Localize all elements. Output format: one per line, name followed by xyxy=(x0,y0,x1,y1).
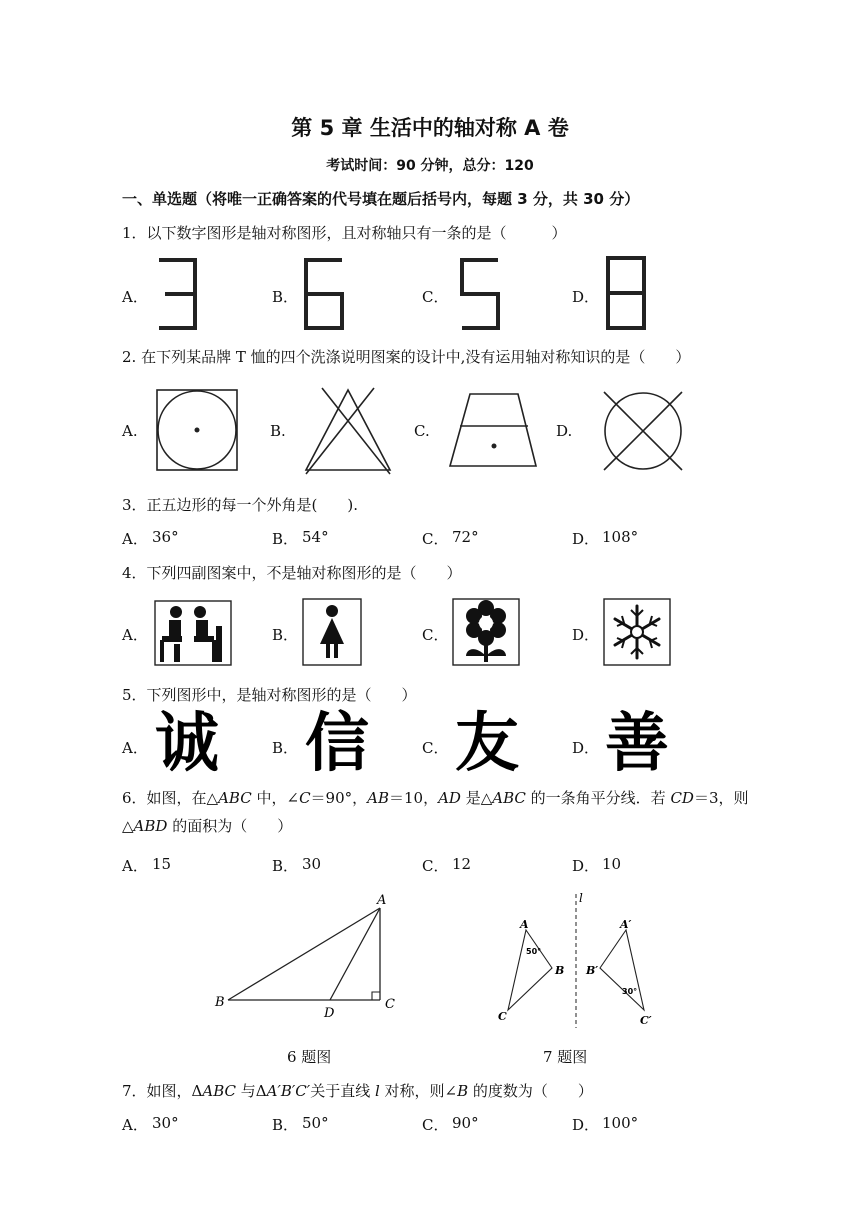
q6-option-b-value: 30 xyxy=(302,855,322,873)
question-3-stem: 3．正五边形的每一个外角是( ). xyxy=(122,496,359,514)
point-c-prime-label: C′ xyxy=(640,1014,652,1027)
question-4-stem: 4．下列四副图案中，不是轴对称图形的是（ ） xyxy=(122,564,462,582)
q6-option-d-value: 10 xyxy=(602,855,622,873)
q1-option-d-label: D． xyxy=(572,288,600,306)
q2-option-c-label: C. xyxy=(414,422,430,440)
iron-icon xyxy=(448,390,540,470)
q1-option-c-label: C． xyxy=(422,288,449,306)
exam-info: 考试时间：90 分钟，总分：120 xyxy=(326,158,534,174)
woman-figure-icon xyxy=(302,598,362,666)
question-1-stem: 1．以下数字图形是轴对称图形，且对称轴只有一条的是（ ） xyxy=(122,224,567,242)
digit-5-figure xyxy=(458,256,504,332)
point-a-prime-label: A′ xyxy=(620,918,632,931)
q3-option-d-label: D． xyxy=(572,530,600,548)
q7-option-a-value: 30° xyxy=(152,1114,179,1132)
q6-option-d-label: D． xyxy=(572,857,600,875)
page-title: 第 5 章 生活中的轴对称 A 卷 xyxy=(291,116,569,140)
point-d-label: D xyxy=(324,1006,335,1020)
point-c-label: C xyxy=(385,997,395,1012)
angle-30-label: 30° xyxy=(622,987,638,996)
q4-option-d-label: D． xyxy=(572,626,600,644)
q4-option-a-label: A． xyxy=(122,626,148,644)
point-c-label: C xyxy=(498,1010,507,1023)
q5-option-d-glyph: 善 xyxy=(605,707,669,781)
q6-option-b-label: B． xyxy=(272,857,299,875)
line-l-label: l xyxy=(579,891,583,905)
symmetric-triangles-figure-7 xyxy=(490,888,660,1028)
flower-icon xyxy=(452,598,520,666)
point-b-prime-label: B′ xyxy=(586,964,599,977)
q3-option-b-label: B． xyxy=(272,530,299,548)
point-b-label: B xyxy=(215,995,225,1010)
section-heading: 一、单选题（将唯一正确答案的代号填在题后括号内，每题 3 分，共 30 分） xyxy=(122,190,640,208)
question-2-stem: 2. 在下列某品牌 T 恤的四个洗涤说明图案的设计中,没有运用轴对称知识的是（ ） xyxy=(122,348,691,366)
q7-option-d-label: D． xyxy=(572,1116,600,1134)
q3-option-d-value: 108° xyxy=(602,528,639,546)
two-people-seated-icon xyxy=(154,600,232,666)
q5-option-b-glyph: 信 xyxy=(305,707,369,781)
snowflake-icon xyxy=(603,598,671,666)
point-a-label: A xyxy=(520,918,529,931)
question-7-stem: 7．如图，ΔABC 与ΔA′B′C′关于直线 l 对称，则∠B 的度数为（ ） xyxy=(122,1082,593,1100)
q3-option-a-value: 36° xyxy=(152,528,179,546)
q6-option-a-value: 15 xyxy=(152,855,172,873)
q3-option-b-value: 54° xyxy=(302,528,329,546)
digit-3-figure xyxy=(155,256,201,332)
q3-option-a-label: A． xyxy=(122,530,148,548)
digit-6-figure xyxy=(302,256,348,332)
q3-option-c-label: C． xyxy=(422,530,449,548)
point-a-label: A xyxy=(377,893,387,908)
circle-in-square-icon xyxy=(155,388,239,472)
triangle-abc-figure-6 xyxy=(210,890,410,1020)
q6-option-c-label: C． xyxy=(422,857,449,875)
q7-option-c-value: 90° xyxy=(452,1114,479,1132)
q5-option-d-label: D． xyxy=(572,739,600,757)
q6-option-c-value: 12 xyxy=(452,855,472,873)
q7-option-c-label: C． xyxy=(422,1116,449,1134)
figure-7-caption: 7 题图 xyxy=(543,1048,588,1066)
q7-option-d-value: 100° xyxy=(602,1114,639,1132)
q7-option-a-label: A． xyxy=(122,1116,148,1134)
crossed-circle-icon xyxy=(598,386,688,476)
q1-option-b-label: B． xyxy=(272,288,299,306)
question-6-stem: 6．如图，在△ABC 中，∠C＝90°，AB＝10，AD 是△ABC 的一条角平分线．若 CD＝3，则△ABD 的面积为（ ） xyxy=(122,789,749,835)
q5-option-a-label: A． xyxy=(122,739,148,757)
q5-option-a-glyph: 诚 xyxy=(155,707,219,781)
q7-option-b-value: 50° xyxy=(302,1114,329,1132)
q7-option-b-label: B． xyxy=(272,1116,299,1134)
figure-6-caption: 6 题图 xyxy=(287,1048,332,1066)
q2-option-b-label: B. xyxy=(270,422,286,440)
q3-option-c-value: 72° xyxy=(452,528,479,546)
question-5-stem: 5．下列图形中，是轴对称图形的是（ ） xyxy=(122,686,417,704)
q1-option-a-label: A． xyxy=(122,288,148,306)
q2-option-d-label: D. xyxy=(556,422,573,440)
q2-option-a-label: A. xyxy=(122,422,138,440)
q5-option-c-label: C． xyxy=(422,739,449,757)
angle-50-label: 50° xyxy=(526,947,542,956)
q5-option-b-label: B． xyxy=(272,739,299,757)
q6-option-a-label: A． xyxy=(122,857,148,875)
q4-option-b-label: B． xyxy=(272,626,299,644)
q4-option-c-label: C． xyxy=(422,626,449,644)
q5-option-c-glyph: 友 xyxy=(455,707,519,781)
point-b-label: B xyxy=(555,964,565,977)
crossed-triangle-icon xyxy=(302,384,394,476)
digit-8-figure xyxy=(604,254,650,332)
